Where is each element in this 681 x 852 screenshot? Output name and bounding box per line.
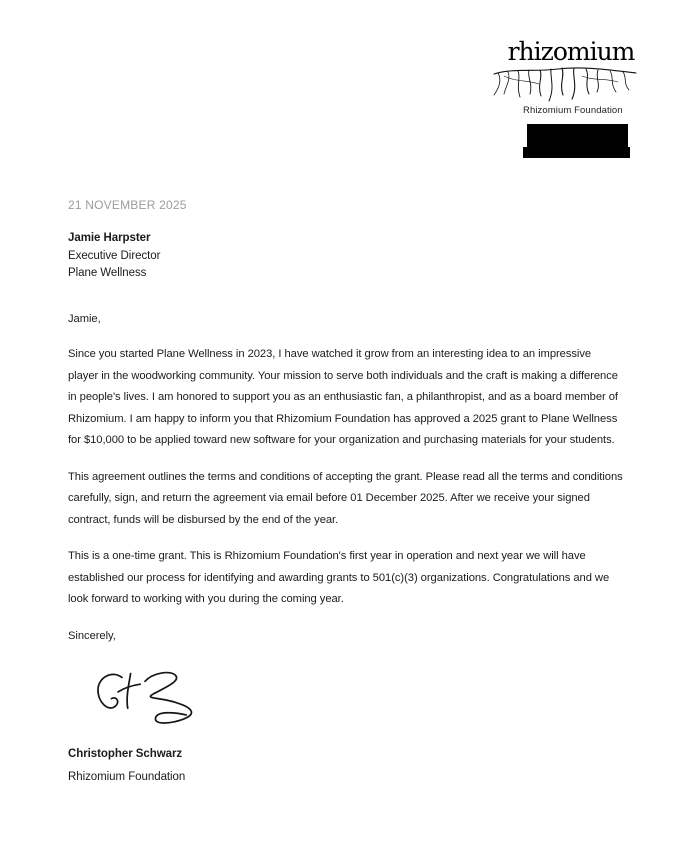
foundation-label: Rhizomium Foundation <box>523 105 623 116</box>
recipient-title: Executive Director <box>68 249 161 262</box>
recipient-organization: Plane Wellness <box>68 267 147 279</box>
body-paragraph-3: This is a one-time grant. This is Rhizomium Foundation's first year in operation and next year we will have established our process for identifying and awarding grants to 501(c)(3) organizations. Congratulations and we look forward to working with you during the coming year. <box>68 550 610 605</box>
letter-body <box>68 198 624 784</box>
signature <box>86 665 204 737</box>
letter-date: 21 NOVEMBER 2025 <box>68 198 187 212</box>
recipient-block <box>68 230 624 283</box>
signer-name: Christopher Schwarz <box>68 748 183 760</box>
logo-roots-icon <box>492 64 638 106</box>
rhizomium-logo-wordmark: rhizomium <box>507 37 635 66</box>
body-paragraph-2: This agreement outlines the terms and conditions of accepting the grant. Please read all the terms and conditions carefully, sign, and return the agreement via email before 01 December 2025. After we receive your signed contract, funds will be disbursed by the end of the year. <box>68 470 623 526</box>
closing: Sincerely, <box>68 629 116 642</box>
recipient-name: Jamie Harpster <box>68 232 151 244</box>
signer-organization: Rhizomium Foundation <box>68 771 186 783</box>
redacted-line <box>523 147 630 158</box>
redacted-line <box>527 124 628 147</box>
salutation: Jamie, <box>68 312 101 325</box>
body-paragraph-1: Since you started Plane Wellness in 2023, I have watched it grow from an interesting idea to an impressive player in the woodworking community. Your mission to serve both individuals and the craft is making a difference in people's lives. I am honored to support you as an enthusiastic fan, a philanthropist, and as a board member of Rhizomium. I am happy to inform you that Rhizomium Foundation has approved a 2025 grant to Plane Wellness for $10,000 to be applied toward new software for your organization and purchasing materials for your students. <box>68 348 618 446</box>
